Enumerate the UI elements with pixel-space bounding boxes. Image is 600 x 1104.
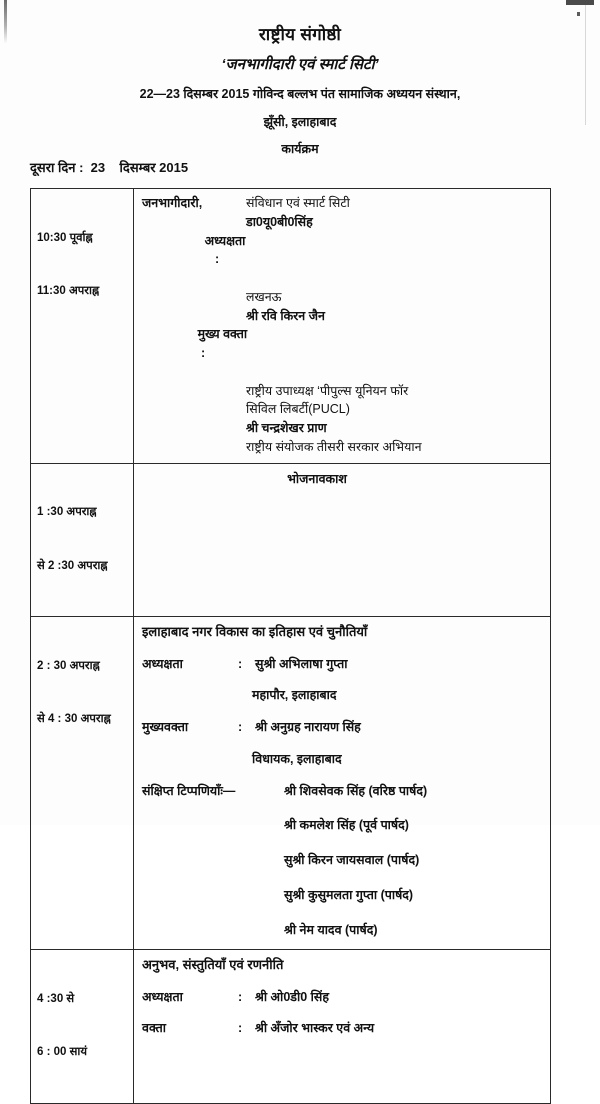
list-item: श्री नेम यादव (पार्षद): [284, 922, 378, 937]
row-1-chair-colon: :: [215, 252, 220, 267]
row-3-speaker-value: श्री अनुग्रह नारायण सिंह: [255, 720, 361, 734]
row-4-speaker-colon: :: [238, 1020, 243, 1035]
row-1-spacer-d: [142, 438, 246, 457]
row-1-body-cell: [134, 189, 551, 464]
list-item: श्री शिवसेवक सिंह (वरिष्ठ पार्षद): [284, 783, 428, 798]
row-4-chair-entry: [142, 988, 544, 1007]
row-1-spacer-c: [142, 419, 246, 438]
row-2-time-line-2: से 2 :30 अपराह्न: [37, 559, 108, 572]
row-4-time-cell: [31, 950, 134, 1104]
row-1-topic-value: संविधान एवं स्मार्ट सिटी: [246, 196, 350, 210]
scan-artifact-top-right: [566, 0, 594, 5]
row-4-time-line-2: 6 : 00 सायं: [37, 1046, 88, 1059]
row-1-chair-label: [142, 213, 246, 288]
seminar-subtitle: ‘जनभागीदारी एवं स्मार्ट सिटी’: [221, 56, 379, 73]
row-3-notes-block: [142, 782, 544, 944]
row-3-time-line-1: 2 : 30 अपराह्न: [37, 659, 100, 672]
document-header: [0, 22, 600, 157]
row-1-speaker-2-value: श्री चन्द्रशेखर प्राण: [246, 421, 327, 435]
row-3-speaker-colon: :: [238, 720, 243, 734]
row-2-time-cell: [31, 463, 134, 617]
table-row: [31, 950, 551, 1104]
row-1-speaker-value: श्री रवि किरन जैन: [246, 308, 325, 323]
row-4-session-title: अनुभव, संस्तुतियाँ एवं रणनीति: [142, 957, 284, 973]
row-1-speaker-designation-2: सिविल लिबर्टी(PUCL): [246, 402, 350, 417]
row-4-body-cell: [134, 950, 551, 1104]
row-3-time-cell: [31, 617, 134, 950]
row-4-chair-value: श्री ओ0डी0 सिंह: [255, 989, 329, 1004]
row-3-chair-entry: [142, 655, 544, 674]
row-1-chair-value: डा0यू0बी0सिंह: [246, 214, 313, 229]
row-3-notes-list: [260, 782, 544, 944]
row-1-speaker-label-text: मुख्य वक्ता: [197, 327, 248, 342]
list-item: सुश्री किरन जायसवाल (पार्षद): [284, 853, 420, 867]
row-1-time-cell: [31, 189, 134, 464]
row-4-speaker-entry: [142, 1019, 544, 1038]
venue-line-2: झूँसी, इलाहाबाद: [263, 114, 337, 129]
row-4-chair-colon: :: [238, 989, 243, 1004]
row-4-chair-label: अध्यक्षता: [142, 989, 183, 1004]
row-1-speaker-colon: :: [201, 346, 206, 360]
row-1-speaker-designation-1: राष्ट्रीय उपाध्यक्ष ‘पीपुल्स यूनियन फॉर: [246, 383, 409, 398]
row-3-body-cell: [134, 617, 551, 950]
row-3-chair-label: अध्यक्षता: [142, 656, 183, 671]
row-1-spacer-b: [142, 400, 246, 419]
list-item: सुश्री कुसुमलता गुप्ता (पार्षद): [284, 887, 414, 902]
scan-artifact-dot: [577, 12, 580, 16]
row-3-speaker-entry: [142, 718, 544, 737]
table-row: [31, 463, 551, 617]
row-4-time-line-1: 4 :30 से: [37, 992, 75, 1005]
list-item: श्री कमलेश सिंह (पूर्व पार्षद): [284, 818, 409, 833]
row-1-topic-label: जनभागीदारी,: [142, 196, 203, 210]
row-1-speaker-2-designation: राष्ट्रीय संयोजक तीसरी सरकार अभियान: [246, 439, 422, 454]
row-3-session-title: इलाहाबाद नगर विकास का इतिहास एवं चुनौतियाँ: [142, 624, 368, 639]
row-1-chair-spacer: [142, 288, 246, 307]
row-4-speaker-value: श्री अँजोर भास्कर एवं अन्य: [255, 1020, 375, 1035]
row-1-chair-place: लखनऊ: [246, 289, 282, 304]
row-3-time-line-2: से 4 : 30 अपराह्न: [37, 713, 111, 726]
venue-line-1: 22—23 दिसम्बर 2015 गोविन्द बल्लभ पंत सामाजिक अध्ययन संस्थान,: [139, 87, 461, 101]
row-1-chair-label-text: अध्यक्षता: [204, 233, 246, 248]
lunch-break-label: भोजनावकाश: [287, 471, 347, 486]
row-4-speaker-label: वक्ता: [142, 1020, 167, 1035]
row-2-body-cell: [134, 463, 551, 617]
row-1-speaker-label: [142, 307, 246, 382]
row-3-notes-label: संक्षिप्त टिप्पणियाँः—: [142, 783, 236, 798]
row-3-speaker-label: मुख्यवक्ता: [142, 720, 189, 734]
row-3-chair-designation: महापौर, इलाहाबाद: [252, 688, 337, 703]
row-2-time-line-1: 1 :30 अपराह्न: [37, 506, 97, 519]
row-1-spacer-a: [142, 382, 246, 401]
table-row: [31, 189, 551, 464]
row-1-time-line-2: 11:30 अपराह्न: [37, 285, 100, 298]
seminar-title: राष्ट्रीय संगोष्ठी: [258, 25, 342, 44]
row-3-chair-value: सुश्री अभिलाषा गुप्ता: [255, 656, 348, 671]
day-heading: दूसरा दिन : 23 दिसम्बर 2015: [30, 160, 189, 175]
programme-label: कार्यक्रम: [281, 141, 319, 156]
row-3-speaker-designation: विधायक, इलाहाबाद: [252, 751, 342, 766]
schedule-table: [30, 188, 551, 1104]
row-3-chair-colon: :: [238, 656, 243, 671]
row-1-time-line-1: 10:30 पूर्वाह्न: [37, 231, 93, 244]
table-row: [31, 617, 551, 950]
